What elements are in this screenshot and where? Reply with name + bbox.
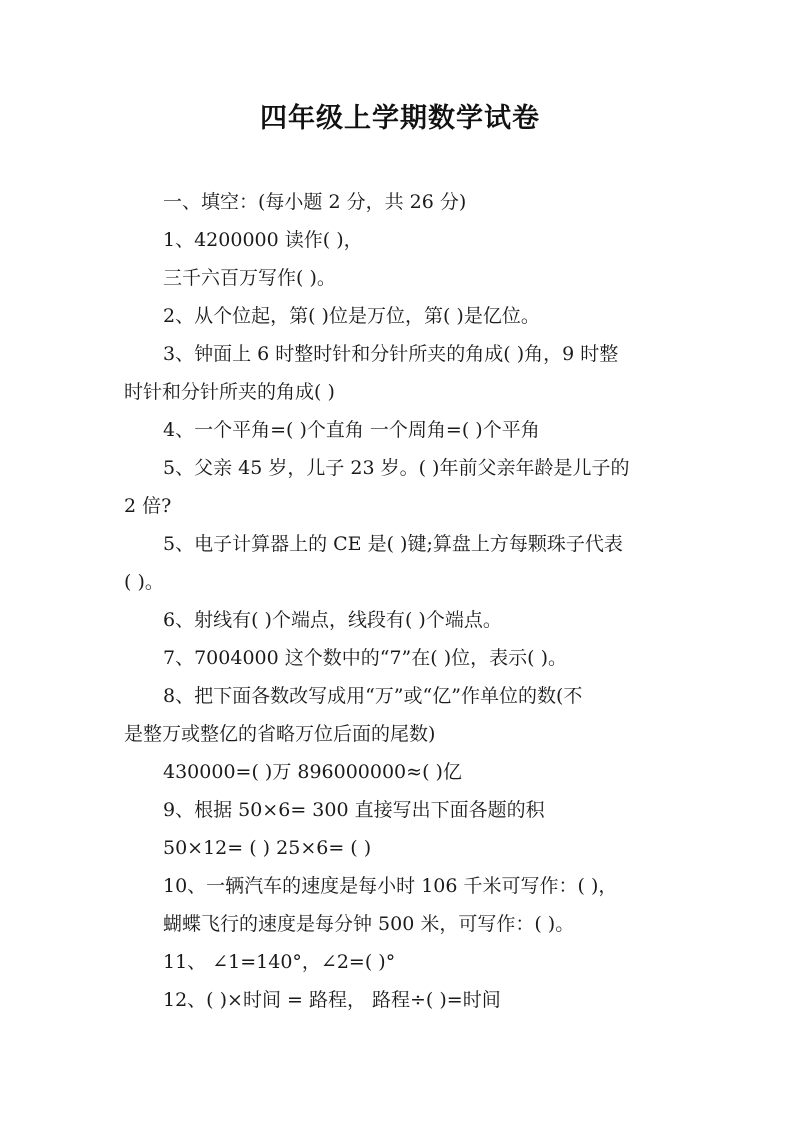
question-1-line-1: 1、4200000 读作( )，	[163, 229, 363, 251]
question-5a-line-2: 2 倍?	[124, 495, 172, 517]
question-3-line-2: 时针和分针所夹的角成( )	[124, 381, 335, 403]
question-8-items: 430000=( )万 896000000≈( )亿	[163, 761, 462, 783]
question-8-line-2: 是整万或整亿的省略万位后面的尾数)	[124, 723, 436, 745]
section-heading: 一、填空：(每小题 2 分，共 26 分)	[163, 191, 467, 213]
question-12: 12、( )×时间 = 路程， 路程÷( )=时间	[163, 989, 501, 1011]
question-1-line-2: 三千六百万写作( )。	[163, 267, 336, 289]
question-5a-line-1: 5、父亲 45 岁，儿子 23 岁。( )年前父亲年龄是儿子的	[163, 457, 630, 479]
question-8-line-1: 8、把下面各数改写成用“万”或“亿”作单位的数(不	[163, 685, 583, 707]
question-5b-line-2: ( )。	[124, 571, 164, 593]
question-9: 9、根据 50×6= 300 直接写出下面各题的积	[163, 799, 545, 821]
question-2: 2、从个位起，第( )位是万位，第( )是亿位。	[163, 305, 540, 327]
question-7: 7、7004000 这个数中的“7”在( )位，表示( )。	[163, 647, 567, 669]
question-4: 4、一个平角=( )个直角 一个周角=( )个平角	[163, 419, 540, 441]
question-10-line-1: 10、一辆汽车的速度是每小时 106 千米可写作：( )，	[163, 875, 618, 897]
question-5b-line-1: 5、电子计算器上的 CE 是( )键;算盘上方每颗珠子代表	[163, 533, 623, 555]
question-10-line-2: 蝴蝶飞行的速度是每分钟 500 米，可写作：( )。	[163, 913, 575, 935]
question-3-line-1: 3、钟面上 6 时整时针和分针所夹的角成( )角，9 时整	[163, 343, 619, 365]
question-11: 11、 ∠1=140°，∠2=( )°	[163, 951, 396, 973]
page-title: 四年级上学期数学试卷	[260, 103, 540, 134]
question-6: 6、射线有( )个端点，线段有( )个端点。	[163, 609, 502, 631]
question-9-items: 50×12= ( ) 25×6= ( )	[163, 837, 372, 859]
